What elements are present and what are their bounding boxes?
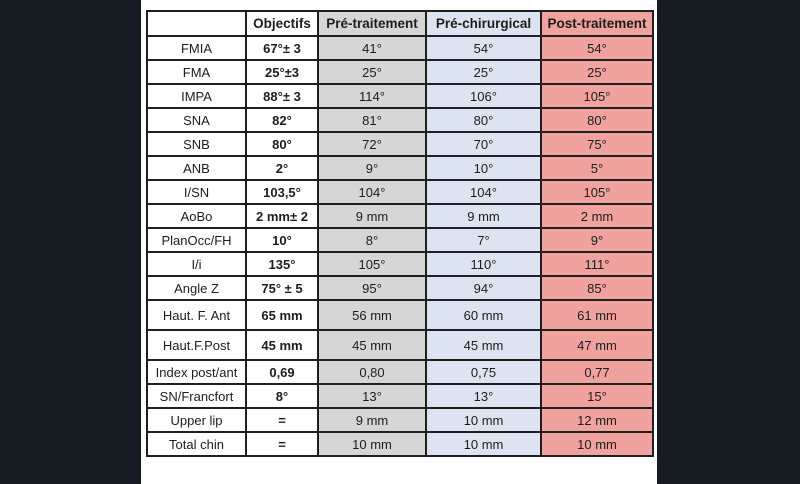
post-traitement-value-cell: 9°: [541, 228, 653, 252]
table-row: [147, 300, 653, 330]
table-row: [147, 360, 653, 384]
measurement-label-cell: FMA: [147, 60, 246, 84]
post-traitement-value-cell: 80°: [541, 108, 653, 132]
post-traitement-value-cell: 111°: [541, 252, 653, 276]
objectif-value-cell: 25°±3: [246, 60, 318, 84]
pre-traitement-value-cell: 9°: [318, 156, 426, 180]
pre-chirurgical-value-cell: 13°: [426, 384, 541, 408]
cephalometric-table: [146, 10, 654, 457]
table-row: [147, 108, 653, 132]
objectif-value-cell: 65 mm: [246, 300, 318, 330]
measurement-label-cell: Upper lip: [147, 408, 246, 432]
objectif-value-cell: 2 mm± 2: [246, 204, 318, 228]
objectif-value-cell: 8°: [246, 384, 318, 408]
table-row: [147, 432, 653, 456]
pre-traitement-value-cell: 9 mm: [318, 204, 426, 228]
objectif-value-cell: 75° ± 5: [246, 276, 318, 300]
objectif-value-cell: 2°: [246, 156, 318, 180]
pre-traitement-value-cell: 0,80: [318, 360, 426, 384]
pre-traitement-value-cell: 41°: [318, 36, 426, 60]
pre-chirurgical-value-cell: 80°: [426, 108, 541, 132]
measurement-label-cell: SNB: [147, 132, 246, 156]
pre-traitement-value-cell: 105°: [318, 252, 426, 276]
objectif-value-cell: 0,69: [246, 360, 318, 384]
table-row: [147, 228, 653, 252]
table-row: [147, 156, 653, 180]
objectif-value-cell: 80°: [246, 132, 318, 156]
measurement-label-cell: Haut. F. Ant: [147, 300, 246, 330]
table-row: [147, 276, 653, 300]
table-row: [147, 180, 653, 204]
pre-chirurgical-value-cell: 70°: [426, 132, 541, 156]
post-traitement-value-cell: 15°: [541, 384, 653, 408]
pre-traitement-value-cell: 13°: [318, 384, 426, 408]
table-row: [147, 408, 653, 432]
pre-traitement-value-cell: 81°: [318, 108, 426, 132]
pre-traitement-value-cell: 104°: [318, 180, 426, 204]
objectif-value-cell: =: [246, 408, 318, 432]
pre-traitement-value-cell: 8°: [318, 228, 426, 252]
measurement-label-cell: I/SN: [147, 180, 246, 204]
pre-chirurgical-value-cell: 54°: [426, 36, 541, 60]
pre-chirurgical-value-cell: 9 mm: [426, 204, 541, 228]
header-objectifs: Objectifs: [246, 11, 318, 36]
pre-chirurgical-value-cell: 45 mm: [426, 330, 541, 360]
measurement-label-cell: AoBo: [147, 204, 246, 228]
table-row: [147, 204, 653, 228]
measurement-label-cell: ANB: [147, 156, 246, 180]
pre-chirurgical-value-cell: 25°: [426, 60, 541, 84]
post-traitement-value-cell: 10 mm: [541, 432, 653, 456]
objectif-value-cell: =: [246, 432, 318, 456]
measurement-label-cell: FMIA: [147, 36, 246, 60]
pre-chirurgical-value-cell: 10°: [426, 156, 541, 180]
post-traitement-value-cell: 61 mm: [541, 300, 653, 330]
table-body: [147, 36, 653, 456]
pre-chirurgical-value-cell: 0,75: [426, 360, 541, 384]
measurement-label-cell: Index post/ant: [147, 360, 246, 384]
header-post-traitement: Post-traitement: [541, 11, 653, 36]
pre-chirurgical-value-cell: 94°: [426, 276, 541, 300]
header-row: [147, 11, 653, 36]
pre-chirurgical-value-cell: 7°: [426, 228, 541, 252]
table-row: [147, 132, 653, 156]
header-pre-traitement: Pré-traitement: [318, 11, 426, 36]
measurement-label-cell: SN/Francfort: [147, 384, 246, 408]
objectif-value-cell: 10°: [246, 228, 318, 252]
header-pre-chirurgical: Pré-chirurgical: [426, 11, 541, 36]
post-traitement-value-cell: 0,77: [541, 360, 653, 384]
pre-traitement-value-cell: 10 mm: [318, 432, 426, 456]
objectif-value-cell: 88°± 3: [246, 84, 318, 108]
measurement-label-cell: PlanOcc/FH: [147, 228, 246, 252]
measurement-label-cell: IMPA: [147, 84, 246, 108]
pre-traitement-value-cell: 25°: [318, 60, 426, 84]
measurement-label-cell: I/i: [147, 252, 246, 276]
table-row: [147, 252, 653, 276]
pre-traitement-value-cell: 45 mm: [318, 330, 426, 360]
objectif-value-cell: 82°: [246, 108, 318, 132]
pre-chirurgical-value-cell: 10 mm: [426, 432, 541, 456]
objectif-value-cell: 67°± 3: [246, 36, 318, 60]
pre-traitement-value-cell: 9 mm: [318, 408, 426, 432]
table-row: [147, 330, 653, 360]
pre-chirurgical-value-cell: 104°: [426, 180, 541, 204]
header-empty-cell: [147, 11, 246, 36]
post-traitement-value-cell: 54°: [541, 36, 653, 60]
pre-traitement-value-cell: 56 mm: [318, 300, 426, 330]
table-row: [147, 384, 653, 408]
table-row: [147, 36, 653, 60]
pre-chirurgical-value-cell: 110°: [426, 252, 541, 276]
objectif-value-cell: 103,5°: [246, 180, 318, 204]
pre-traitement-value-cell: 114°: [318, 84, 426, 108]
table-row: [147, 84, 653, 108]
pre-traitement-value-cell: 72°: [318, 132, 426, 156]
pre-chirurgical-value-cell: 106°: [426, 84, 541, 108]
post-traitement-value-cell: 105°: [541, 180, 653, 204]
measurement-label-cell: Angle Z: [147, 276, 246, 300]
post-traitement-value-cell: 105°: [541, 84, 653, 108]
post-traitement-value-cell: 25°: [541, 60, 653, 84]
pre-traitement-value-cell: 95°: [318, 276, 426, 300]
pre-chirurgical-value-cell: 60 mm: [426, 300, 541, 330]
measurement-label-cell: Total chin: [147, 432, 246, 456]
measurement-label-cell: Haut.F.Post: [147, 330, 246, 360]
post-traitement-value-cell: 85°: [541, 276, 653, 300]
measurement-label-cell: SNA: [147, 108, 246, 132]
document-panel: [141, 0, 657, 484]
post-traitement-value-cell: 2 mm: [541, 204, 653, 228]
objectif-value-cell: 135°: [246, 252, 318, 276]
table-row: [147, 60, 653, 84]
pre-chirurgical-value-cell: 10 mm: [426, 408, 541, 432]
post-traitement-value-cell: 47 mm: [541, 330, 653, 360]
objectif-value-cell: 45 mm: [246, 330, 318, 360]
post-traitement-value-cell: 12 mm: [541, 408, 653, 432]
post-traitement-value-cell: 5°: [541, 156, 653, 180]
post-traitement-value-cell: 75°: [541, 132, 653, 156]
